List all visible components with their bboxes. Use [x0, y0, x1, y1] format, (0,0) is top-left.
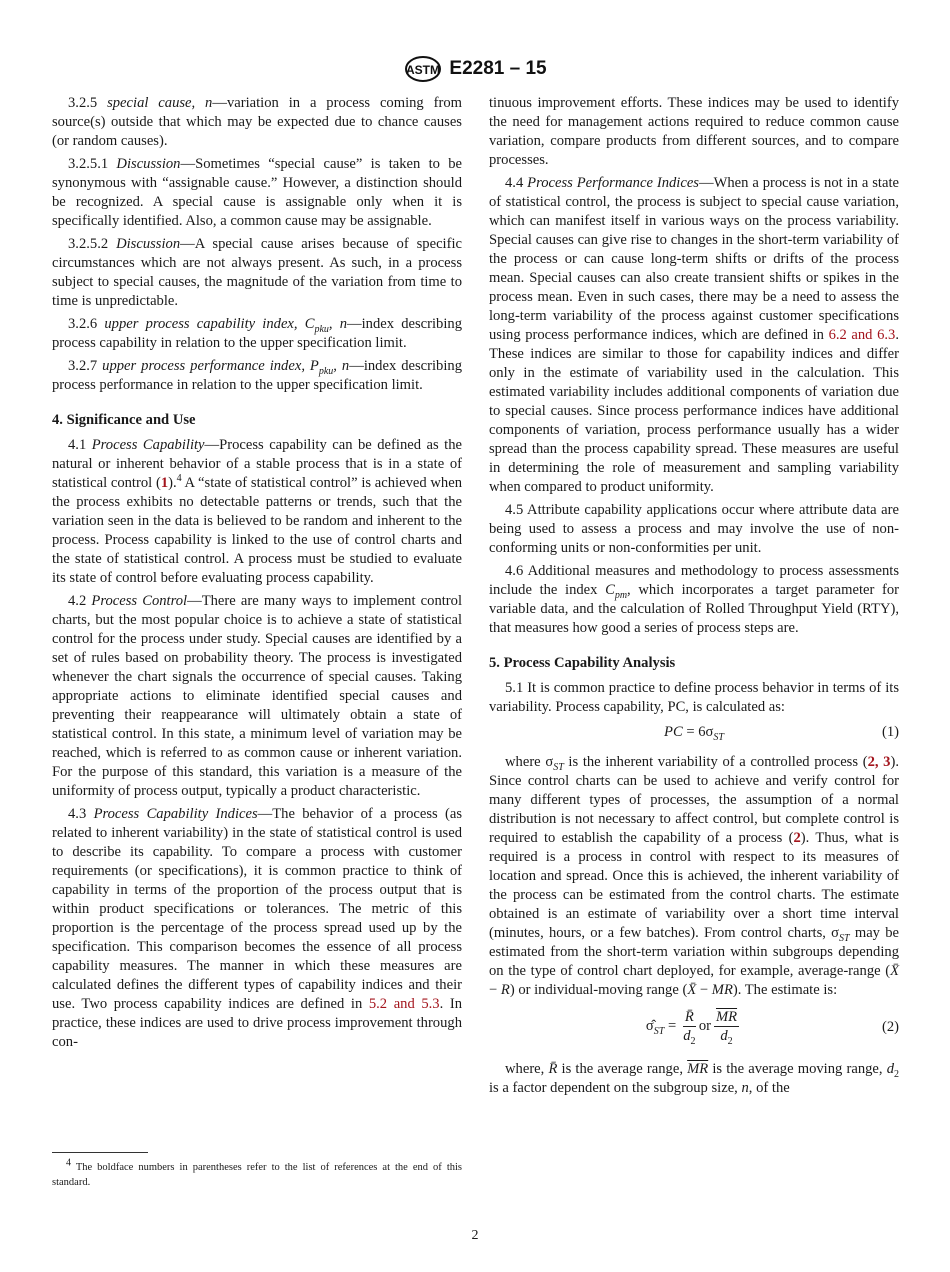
text: A “state of statistical control” is achieved when the process exhibits no detectable patterns or trends, such that the variation seen in the data is believed to be random and inherent to the process. Process capability is linked to the use of control charts and the state of statistical control. A process must be studied to evaluate its state of control before evaluating process capability.	[52, 475, 462, 586]
equation-body	[489, 723, 899, 742]
text: —index describing process performance in relation to the upper specification limit.	[52, 358, 462, 393]
paragraph	[489, 679, 899, 717]
paragraph	[52, 235, 462, 311]
subscript: ST	[839, 932, 850, 944]
denominator-sub: 2	[727, 1035, 733, 1047]
text: ). Thus, what is required is a process in control with respect to its measures of location and spread. Once this is achieved, the inherent variability of the process can be estimated from the control charts. The estimate obtained is an estimate of variability over a short time interval (minutes, hours, or a few batches). From control charts, σ	[489, 830, 899, 941]
equation-number: (2)	[881, 1019, 899, 1035]
right-column	[489, 94, 899, 1102]
equation-2	[489, 1004, 899, 1054]
paragraph	[52, 155, 462, 231]
paragraph	[52, 436, 462, 588]
subscript: pku	[314, 323, 329, 335]
paragraph	[489, 1060, 899, 1098]
italic-text: Process Performance Indices	[527, 175, 699, 191]
text: where,	[505, 1061, 549, 1077]
italic-text: , n	[333, 358, 350, 374]
italic-overline-text: $\overline{MR}$	[687, 1061, 709, 1077]
text: is the inherent variability of a controlled process (	[563, 754, 868, 770]
text: —Sometimes “special cause” is taken to be synonymous with “assignable cause.” However, a distinction should be recognized. A special cause is assignable only when it is specifically identified. Also, a common cause may be assignable.	[52, 156, 462, 229]
italic-text: Process Control	[91, 593, 188, 609]
text: where σ	[505, 754, 554, 770]
italic-text: Discussion	[116, 156, 181, 172]
text: —When a process is not in a state of statistical control, the process is subject to special cause variation, which can manifest itself in various ways on the process variability. Special causes can give rise to changes in the short-term variability of the process or can cause long-term shifts or drifts of the process mean. Special causes can also create transient shifts or spikes in the process mean. Even in such cases, there may be a need to assess the long-term variability of the process against customer specifications using process performance indices, which are defined in	[489, 175, 899, 343]
equation-body	[489, 1008, 899, 1045]
text: —Process capability can be defined as the natural or inherent behavior of a stable process that is in a state of statistical control (	[52, 437, 463, 491]
equation-lhs: PC	[664, 724, 683, 740]
text: . In practice, these indices are used to drive process improvement through con-	[52, 996, 462, 1050]
denominator	[714, 1027, 739, 1045]
paragraph	[489, 94, 899, 170]
subscript: pm	[614, 589, 628, 601]
subscript: 2	[894, 1068, 899, 1080]
section-link[interactable]: 5.2 and 5.3	[368, 996, 440, 1012]
text: —A special cause arises because of specific circumstances which are not always present. As such, in a process subject to special causes, the magnitude of the variation from time to time is unpredictable.	[52, 236, 462, 309]
text: ). The estimate is:	[732, 982, 838, 998]
paragraph	[52, 357, 462, 395]
paragraph	[489, 174, 899, 497]
italic-text: Process Capability	[91, 437, 205, 453]
subscript: ST	[553, 761, 564, 773]
paragraph	[52, 315, 462, 353]
italic-text: upper process capability index, C	[104, 316, 315, 332]
text: 4.6 Additional measures and methodology to process assessments include the index	[489, 563, 899, 598]
text: . These indices are similar to those for capability indices and differ only in the estimate of variability used in the calculation. This estimated variability includes additional components of variation due to special causes. Since process performance indices have additional components of variation, process performance usually has a wider spread than the process capability spread. These measures are useful in determining the role of measurement and sampling variability when compared to product uniformity.	[489, 327, 899, 495]
left-column	[52, 94, 462, 1056]
text: , of the	[748, 1080, 790, 1096]
text: ) or individual-moving range (	[509, 982, 688, 998]
text: tinuous improvement efforts. These indices may be used to identify the need for management actions required to reduce common cause variation, compare products from different sources, and to compare processes.	[489, 95, 899, 168]
text: 3.2.5.1	[68, 156, 117, 172]
text: 4.3	[68, 806, 94, 822]
page-number: 2	[471, 1228, 479, 1243]
text: ). Since control charts can be used to achieve and verify control for many different types of processes, the assumption of a normal distribution is not necessary to affect control, but complete control is required to establish the capability of a process (	[489, 754, 899, 846]
reference-link[interactable]: 2, 3	[867, 754, 891, 770]
equation-lhs: σ̂	[645, 1017, 654, 1034]
text: 4.2	[68, 593, 92, 609]
page-header	[0, 54, 950, 84]
svg-text:ASTM: ASTM	[406, 63, 441, 77]
text: 3.2.6	[68, 316, 105, 332]
paragraph	[52, 592, 462, 801]
footnote-mark: 4	[66, 1157, 71, 1169]
text: —The behavior of a process (as related to inherent variability) in the state of statistical control is used to describe its capability. To compare a process with customer requirements (or specifications), it is common practice to think of capability in terms of the proportion of the process output that is within product specifications or tolerances. The metric of this proportion is the percentage of the process spread used up by the specification. This comparison becomes the essence of all process capability measures. The manner in which these measures are calculated defines the different types of capability indices and their use. Two process capability indices are defined in	[52, 806, 463, 1012]
text: 3.2.5.2	[68, 236, 117, 252]
equation-1	[489, 721, 899, 747]
paragraph	[52, 94, 462, 151]
denominator-sub: 2	[690, 1035, 696, 1047]
paragraph	[52, 805, 462, 1052]
text: ).	[168, 475, 177, 491]
footnote-reference: 4	[176, 473, 182, 485]
denominator-var: d	[683, 1028, 691, 1044]
italic-text: MR	[711, 982, 733, 998]
italic-text: d	[886, 1061, 894, 1077]
astm-logo	[403, 54, 443, 84]
text: may be estimated from the short-term variation within subgroups depending on the type of control chart deployed, for example, average-range (	[489, 925, 899, 979]
text: —variation in a process coming from source(s) outside that which may be expected due to chance causes (or random causes).	[52, 95, 462, 149]
text: −	[489, 982, 501, 998]
footnote-divider	[52, 1152, 148, 1153]
numerator: R̄	[684, 1009, 694, 1025]
equation-number: (1)	[881, 724, 899, 740]
text: 5.1 It is common practice to define process behavior in terms of its variability. Process capability, PC, is calculated as:	[489, 680, 899, 715]
italic-text: n	[741, 1080, 749, 1096]
reference-link[interactable]: 2	[793, 830, 801, 846]
italic-text: X̄	[687, 982, 697, 998]
section-heading: 4. Significance and Use	[52, 412, 196, 428]
text: is the average moving range,	[708, 1061, 887, 1077]
text: −	[696, 982, 712, 998]
text: is the average range,	[557, 1061, 688, 1077]
text: —There are many ways to implement control charts, but the most popular choice is to achieve a state of statistical control for the process under study. Special causes are identified by a set of rules based on probability theory. The process is investigated whenever the chart signals the occurrence of special causes. Taking appropriate actions to eliminate identified special causes and preventing their reappearance will ultimately obtain a state of statistical control. In this state, a minimum level of variation may be reached, which is referred to as common cause or inherent variation. For the purpose of this standard, this variation is a measure of the uniformity of process output, typically a product characteristic.	[52, 593, 463, 799]
italic-text: R̄	[548, 1061, 558, 1077]
section-heading: 5. Process Capability Analysis	[489, 655, 676, 671]
paragraph	[489, 501, 899, 558]
text: 3.2.7	[68, 358, 103, 374]
text: is a factor dependent on the subgroup size,	[489, 1080, 742, 1096]
italic-text: C	[605, 582, 615, 598]
text: 3.2.5	[68, 95, 108, 111]
paragraph	[489, 562, 899, 638]
footnote-text: The boldface numbers in parentheses refer to the list of references at the end of this standard.	[52, 1162, 462, 1188]
equation-rhs: = 6σ	[682, 724, 714, 740]
italic-text: X̄	[890, 963, 899, 979]
denominator	[683, 1027, 696, 1045]
text: —index describing process capability in relation to the upper specification limit.	[52, 316, 462, 351]
paragraph	[489, 753, 899, 1000]
denominator-var: d	[720, 1028, 728, 1044]
equation-subscript: ST	[713, 731, 724, 743]
or-word: or	[698, 1017, 711, 1034]
fraction-1	[683, 1008, 696, 1045]
italic-text: , n	[328, 316, 348, 332]
fraction-2	[714, 1008, 739, 1045]
subscript: pku	[318, 365, 334, 377]
equation-subscript: ST	[653, 1025, 665, 1037]
document-designation: E2281 – 15	[449, 58, 547, 79]
footnote	[52, 1157, 462, 1190]
text: , which incorporates a target parameter for variable data, and the calculation of Rolled Throughput Yield (RTY), that measures how good a series of process steps are.	[489, 582, 899, 636]
italic-text: upper process performance index, P	[102, 358, 319, 374]
italic-text: special cause, n	[107, 95, 213, 111]
text: 4.5 Attribute capability applications occur where attribute data are being used to assess a process and may involve the use of non-conforming units or non-conformities per unit.	[489, 502, 899, 556]
equals: =	[664, 1017, 680, 1034]
text: 4.4	[505, 175, 528, 191]
numerator: $\overline{MR}$	[715, 1009, 738, 1025]
text: 4.1	[68, 437, 92, 453]
italic-text: R	[500, 982, 510, 998]
italic-text: Discussion	[116, 236, 181, 252]
reference-link[interactable]: 1	[160, 475, 169, 491]
italic-text: Process Capability Indices	[93, 806, 258, 822]
section-link[interactable]: 6.2 and 6.3	[828, 327, 896, 343]
